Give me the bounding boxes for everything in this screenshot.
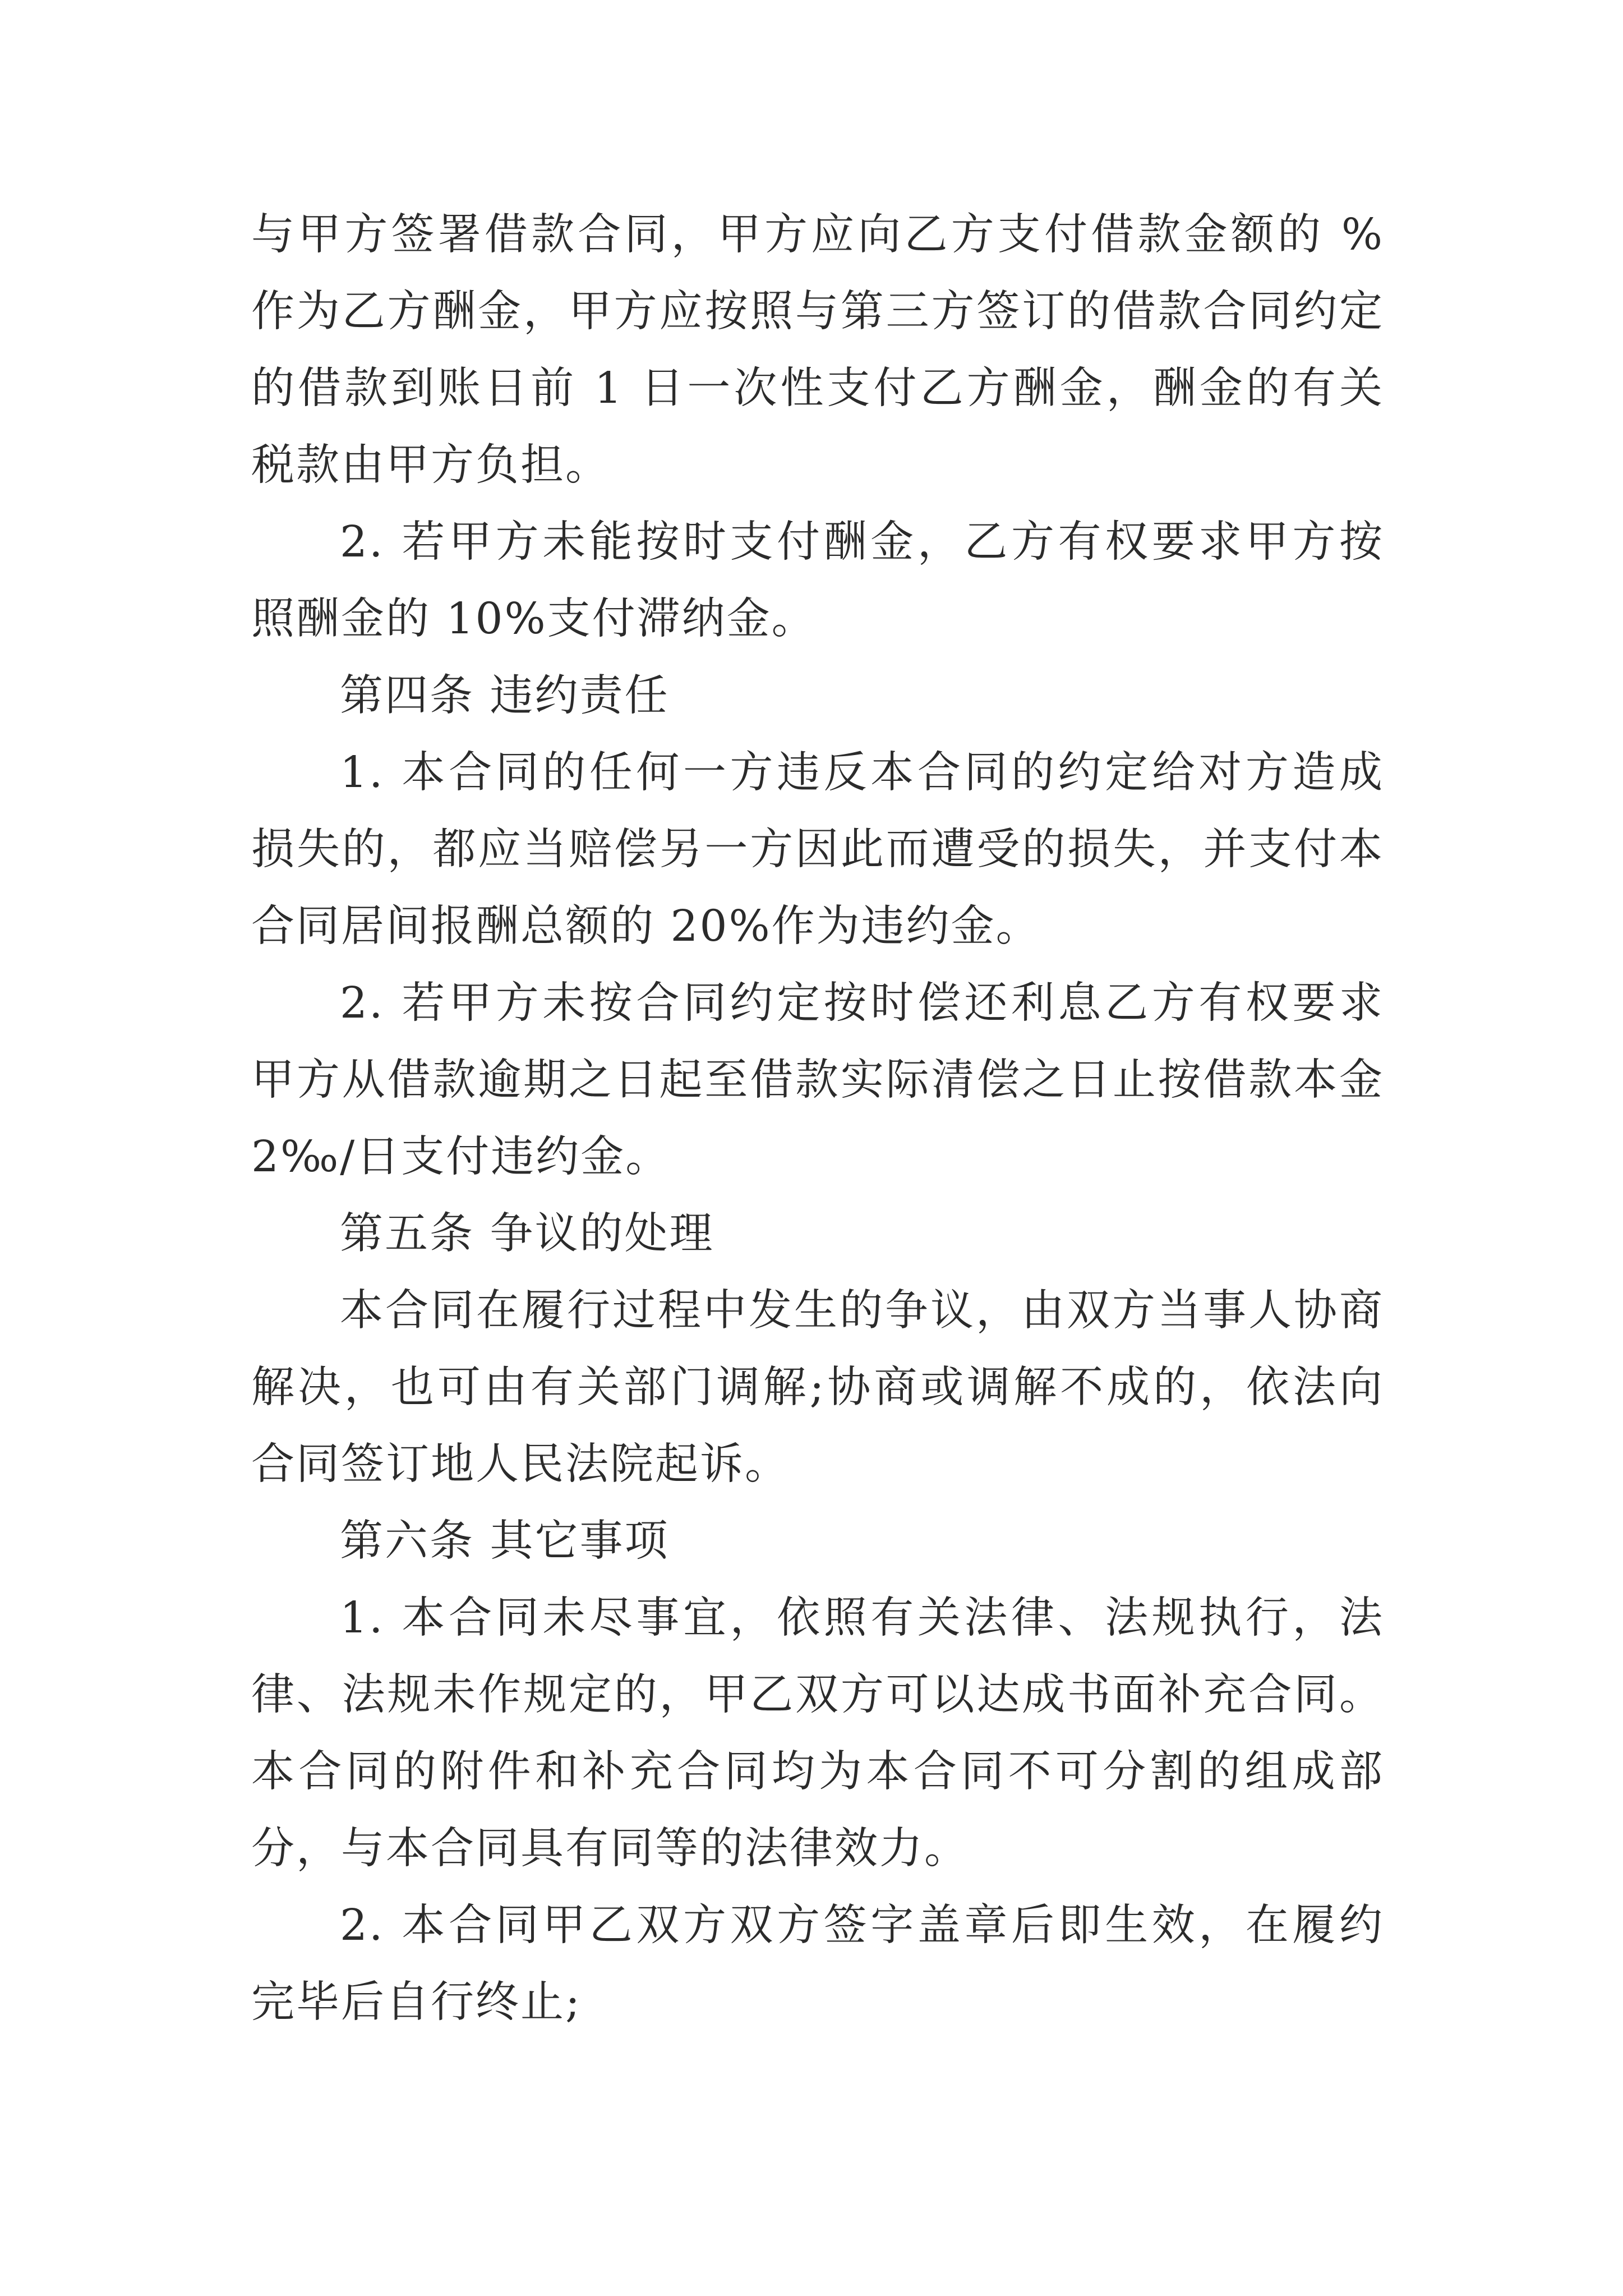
heading-article-5: 第五条 争议的处理 [340,1209,714,1259]
paragraph-breach-clause-2: 2. 若甲方未按合同约定按时偿还利息乙方有权要求甲方从借款逾期之日起至借款实际清偿之日止按借款本金 2‰/日支付违约金。 [251,978,1384,1182]
paragraph-late-fee-clause: 2. 若甲方未能按时支付酬金，乙方有权要求甲方按照酬金的 10%支付滞纳金。 [251,517,1384,644]
paragraph-other-matters-2: 2. 本合同甲乙双方双方签字盖章后即生效，在履约完毕后自行终止; [251,1901,1384,2027]
contract-text-body [251,196,1384,2041]
heading-article-4: 第四条 违约责任 [340,671,670,721]
heading-article-6: 第六条 其它事项 [340,1516,670,1566]
paragraph-fee-clause-1-continued: 与甲方签署借款合同，甲方应向乙方支付借款金额的 %作为乙方酬金，甲方应按照与第三方签订的借款合同约定的借款到账日前 1 日一次性支付乙方酬金，酬金的有关税款由甲方负担。 [251,210,1384,490]
paragraph-other-matters-1: 1. 本合同未尽事宜，依照有关法律、法规执行，法律、法规未作规定的，甲乙双方可以达成书面补充合同。本合同的附件和补充合同均为本合同不可分割的组成部分，与本合同具有同等的法律效力。 [251,1593,1384,1874]
paragraph-breach-clause-1: 1. 本合同的任何一方违反本合同的约定给对方造成损失的，都应当赔偿另一方因此而遭受的损失，并支付本合同居间报酬总额的 20%作为违约金。 [251,748,1384,951]
paragraph-dispute-clause: 本合同在履行过程中发生的争议，由双方当事人协商解决，也可由有关部门调解;协商或调解不成的，依法向合同签订地人民法院起诉。 [251,1286,1384,1489]
